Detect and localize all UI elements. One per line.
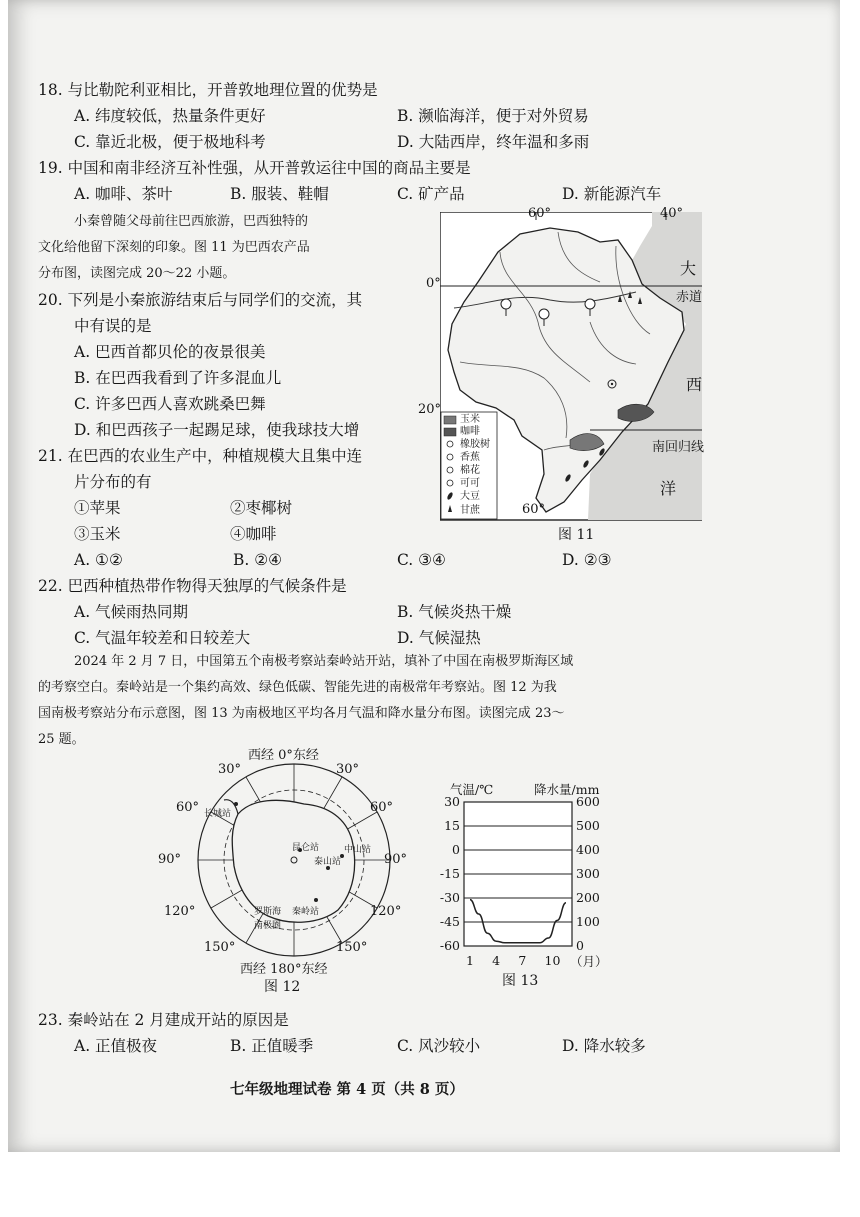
q21-item-4: ④咖啡 <box>230 525 277 543</box>
precip-bar <box>511 946 517 947</box>
q23-option-d: D. 降水较多 <box>562 1037 646 1055</box>
q19-option-a: A. 咖啡、茶叶 <box>74 185 173 203</box>
fig11-ocean-xi: 西 <box>686 375 703 394</box>
temp-tick-label: 15 <box>444 818 460 833</box>
fig12-deg-120-right: 120° <box>370 904 402 919</box>
precip-bar <box>563 946 569 947</box>
fig11-ocean-da: 大 <box>680 259 697 278</box>
crop-cocoa-dot <box>611 383 613 385</box>
precip-bar <box>493 946 499 947</box>
q21-option-a: A. ①② <box>74 551 123 569</box>
precip-bar <box>502 946 508 947</box>
q18-option-c: C. 靠近北极，便于极地科考 <box>74 133 266 151</box>
precip-bar <box>528 946 534 947</box>
intro23-line2: 的考察空白。秦岭站是一个集约高效、绿色低碳、智能先进的南极常年考察站。图 12 为我 <box>38 680 557 695</box>
precip-bar <box>476 946 482 947</box>
precip-bar <box>484 946 490 947</box>
fig12-antarctic-circle-label: 南极圈 <box>254 921 282 931</box>
q19-option-c: C. 矿产品 <box>397 185 465 203</box>
fig13-right-title: 降水量/mm <box>534 782 600 797</box>
legend-cocoa: 可可 <box>460 478 480 489</box>
q22-option-b: B. 气候炎热干燥 <box>397 603 512 621</box>
q19-option-d: D. 新能源汽车 <box>562 185 662 203</box>
q20-stem: 20. 下列是小秦旅游结束后与同学们的交流，其 <box>38 291 363 309</box>
precip-tick-label: 500 <box>576 818 600 833</box>
precip-bar <box>537 946 543 947</box>
fig11-caption: 图 11 <box>558 527 595 543</box>
q22-option-c: C. 气温年较差和日较差大 <box>74 629 251 647</box>
q21-stem-cont: 片分布的有 <box>74 473 152 491</box>
month-tick-label: 1 <box>466 953 474 968</box>
fig12-ross-sea: 罗斯海 <box>254 907 282 917</box>
legend-banana: 香蕉 <box>460 452 480 463</box>
fig11-lon-60: 60° <box>528 206 552 221</box>
q20-option-a: A. 巴西首都贝伦的夜景很美 <box>74 343 266 361</box>
legend-soybean: 大豆 <box>460 491 480 502</box>
temp-tick-label: -60 <box>439 938 460 953</box>
precip-tick-label: 0 <box>576 938 584 953</box>
intro23-line1: 2024 年 2 月 7 日，中国第五个南极考察站秦岭站开站，填补了中国在南极罗斯海区域 <box>74 654 574 669</box>
fig12-bottom-label: 西经 180°东经 <box>240 962 328 977</box>
q21-item-2: ②枣椰树 <box>230 499 293 517</box>
q19-stem: 19. 中国和南非经济互补性强，从开普敦运往中国的商品主要是 <box>38 159 471 177</box>
legend-corn: 玉米 <box>460 414 480 425</box>
fig12-deg-90-right: 90° <box>384 852 408 867</box>
month-tick-label: 10 <box>544 953 561 968</box>
q21-option-b: B. ②④ <box>233 551 283 569</box>
q22-option-a: A. 气候雨热同期 <box>74 603 189 621</box>
fig12-deg-150-left: 150° <box>204 940 236 955</box>
fig11-lon-60-bottom: 60° <box>522 502 546 517</box>
precip-tick-label: 200 <box>576 890 600 905</box>
precip-bar <box>519 946 525 947</box>
legend-cotton: 棉花 <box>460 465 480 476</box>
intro23-line3: 国南极考察站分布示意图，图 13 为南极地区平均各月气温和降水量分布图。读图完成 23～ <box>38 706 565 721</box>
fig12-deg-150-right: 150° <box>336 940 368 955</box>
fig11-equator-label: 赤道 <box>676 290 703 305</box>
precip-tick-label: 600 <box>576 794 600 809</box>
legend-rubber: 橡胶树 <box>460 439 490 450</box>
fig12-deg-30-left: 30° <box>218 762 242 777</box>
temp-tick-label: -30 <box>439 890 460 905</box>
month-tick-label: 7 <box>518 953 527 968</box>
fig12-caption: 图 12 <box>264 979 301 995</box>
q18-option-a: A. 纬度较低，热量条件更好 <box>74 107 266 125</box>
fig12-deg-30-right: 30° <box>336 762 360 777</box>
fig12-kunlun-station: 昆仑站 <box>292 843 320 853</box>
q20-option-c: C. 许多巴西人喜欢跳桑巴舞 <box>74 395 266 413</box>
fig13-x-unit: （月） <box>570 954 608 969</box>
q18-stem: 18. 与比勒陀利亚相比，开普敦地理位置的优势是 <box>38 81 378 99</box>
precip-bar <box>554 946 560 947</box>
precip-bar <box>467 946 473 947</box>
q18-option-d: D. 大陆西岸，终年温和多雨 <box>397 133 590 151</box>
fig11-ocean-yang: 洋 <box>660 479 677 498</box>
fig12-deg-60-right: 60° <box>370 800 394 815</box>
q23-option-a: A. 正值极夜 <box>74 1037 158 1055</box>
legend-coffee: 咖啡 <box>460 426 480 437</box>
precip-tick-label: 400 <box>576 842 600 857</box>
temp-tick-label: -45 <box>439 914 460 929</box>
q21-option-c: C. ③④ <box>397 551 446 569</box>
antarctic-stations-map <box>158 744 424 1006</box>
temp-tick-label: 30 <box>444 794 460 809</box>
q22-stem: 22. 巴西种植热带作物得天独厚的气候条件是 <box>38 577 347 595</box>
fig12-taishan-station: 泰山站 <box>314 857 342 867</box>
fig12-deg-60-left: 60° <box>176 800 200 815</box>
intro23-line4: 25 题。 <box>38 732 85 747</box>
q20-stem-cont: 中有误的是 <box>74 317 152 335</box>
q20-option-b: B. 在巴西我看到了许多混血儿 <box>74 369 282 387</box>
legend-sugarcane: 甘蔗 <box>460 505 480 516</box>
fig12-deg-120-left: 120° <box>164 904 196 919</box>
q23-option-c: C. 风沙较小 <box>397 1037 481 1055</box>
fig11-lon-40: 40° <box>660 206 684 221</box>
q21-option-d: D. ②③ <box>562 551 612 569</box>
q21-item-1: ①苹果 <box>74 499 121 517</box>
temp-tick-label: -15 <box>439 866 460 881</box>
q23-option-b: B. 正值暖季 <box>230 1037 314 1055</box>
intro20-line3: 分布图，读图完成 20～22 小题。 <box>38 266 236 281</box>
intro20-line2: 文化给他留下深刻的印象。图 11 为巴西农产品 <box>38 240 310 255</box>
precip-tick-label: 100 <box>576 914 600 929</box>
fig13-caption: 图 13 <box>502 973 539 989</box>
fig12-qinling-station: 秦岭站 <box>292 907 320 917</box>
precip-bar <box>546 946 552 947</box>
fig12-top-label: 西经 0°东经 <box>248 748 319 763</box>
fig11-lat-0: 0° <box>426 276 441 291</box>
q21-stem: 21. 在巴西的农业生产中，种植规模大且集中连 <box>38 447 363 465</box>
q21-item-3: ③玉米 <box>74 525 121 543</box>
fig12-zhongshan-station: 中山站 <box>344 845 372 855</box>
temp-tick-label: 0 <box>452 842 460 857</box>
intro20-line1: 小秦曾随父母前往巴西旅游，巴西独特的 <box>74 214 309 229</box>
q22-option-d: D. 气候湿热 <box>397 629 481 647</box>
q18-option-b: B. 濒临海洋，便于对外贸易 <box>397 107 589 125</box>
brazil-crop-map <box>418 206 705 543</box>
precip-tick-label: 300 <box>576 866 600 881</box>
fig12-great-wall-station: 长城站 <box>204 809 232 819</box>
month-tick-label: 4 <box>492 953 501 968</box>
q23-stem: 23. 秦岭站在 2 月建成开站的原因是 <box>38 1011 289 1029</box>
fig11-tropic-label: 南回归线 <box>652 440 705 455</box>
q19-option-b: B. 服装、鞋帽 <box>230 185 329 203</box>
page-footer: 七年级地理试卷 第 4 页（共 8 页） <box>230 1081 464 1098</box>
antarctic-climate-chart <box>428 776 628 992</box>
fig11-lat-20: 20° <box>418 402 442 417</box>
fig12-deg-90-left: 90° <box>158 852 182 867</box>
exam-page <box>8 0 840 1152</box>
q20-option-d: D. 和巴西孩子一起踢足球，使我球技大增 <box>74 421 360 439</box>
fig13-left-title: 气温/℃ <box>450 782 494 797</box>
